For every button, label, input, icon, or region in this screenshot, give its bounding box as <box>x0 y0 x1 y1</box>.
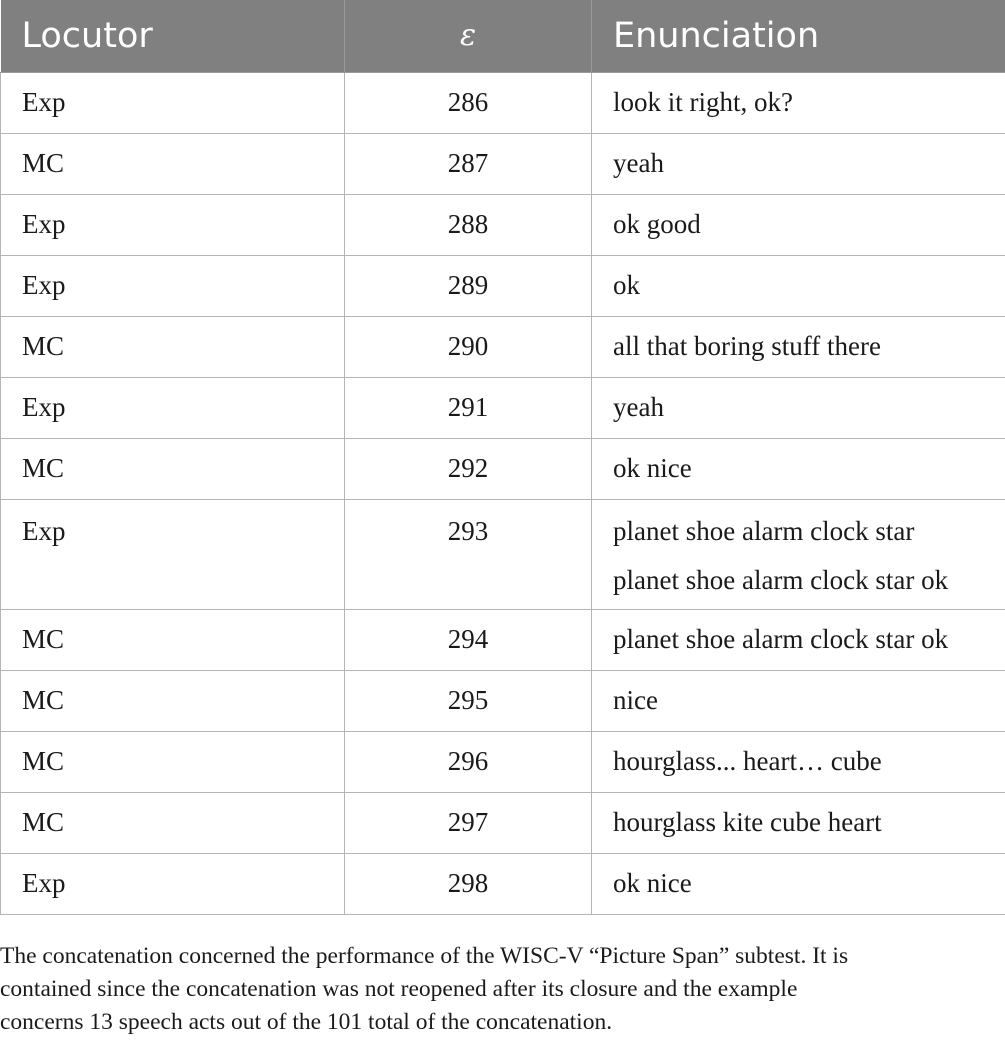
table-row <box>1 609 1005 670</box>
enunciation-line: nice <box>613 685 658 715</box>
table-row <box>1 72 1005 133</box>
cell-enunciation <box>592 316 1005 377</box>
cell-locutor: MC <box>1 133 345 194</box>
table-row <box>1 853 1005 914</box>
cell-epsilon: 286 <box>345 72 592 133</box>
enunciation-line: planet shoe alarm clock star <box>613 515 915 546</box>
table-header-row <box>1 0 1005 72</box>
enunciation-line: look it right, ok? <box>613 87 793 117</box>
enunciation-line: yeah <box>613 148 664 178</box>
footnote-line: The concatenation concerned the performance of the WISC-V “Picture Span” subtest. It is <box>0 943 849 969</box>
cell-locutor: MC <box>1 316 345 377</box>
cell-enunciation <box>592 731 1005 792</box>
cell-epsilon: 288 <box>345 194 592 255</box>
cell-enunciation <box>592 609 1005 670</box>
enunciation-line: ok <box>613 270 640 300</box>
table-row <box>1 133 1005 194</box>
enunciation-line: ok nice <box>613 453 692 483</box>
cell-epsilon: 294 <box>345 609 592 670</box>
cell-epsilon: 298 <box>345 853 592 914</box>
table-row <box>1 670 1005 731</box>
table-row <box>1 255 1005 316</box>
enunciation-line: all that boring stuff there <box>613 331 881 361</box>
cell-locutor: MC <box>1 731 345 792</box>
header-enunciation: Enunciation <box>592 0 1005 72</box>
cell-enunciation <box>592 255 1005 316</box>
cell-enunciation <box>592 438 1005 499</box>
cell-epsilon: 290 <box>345 316 592 377</box>
cell-epsilon: 293 <box>345 499 592 609</box>
cell-enunciation <box>592 499 1005 609</box>
cell-epsilon: 287 <box>345 133 592 194</box>
enunciation-line: planet shoe alarm clock star ok <box>613 564 949 595</box>
table-row <box>1 377 1005 438</box>
cell-locutor: Exp <box>1 194 345 255</box>
table-row <box>1 499 1005 609</box>
cell-enunciation <box>592 853 1005 914</box>
cell-enunciation <box>592 133 1005 194</box>
cell-locutor: Exp <box>1 499 345 609</box>
cell-locutor: Exp <box>1 72 345 133</box>
cell-locutor: MC <box>1 670 345 731</box>
header-epsilon: ε <box>345 0 592 72</box>
table-row <box>1 792 1005 853</box>
cell-locutor: Exp <box>1 853 345 914</box>
enunciation-line: ok nice <box>613 868 692 898</box>
cell-epsilon: 297 <box>345 792 592 853</box>
enunciation-line: ok good <box>613 209 701 239</box>
cell-epsilon: 289 <box>345 255 592 316</box>
cell-locutor: Exp <box>1 255 345 316</box>
cell-locutor: MC <box>1 792 345 853</box>
cell-locutor: MC <box>1 438 345 499</box>
table-body <box>1 72 1005 914</box>
enunciation-line: yeah <box>613 392 664 422</box>
cell-enunciation <box>592 194 1005 255</box>
cell-epsilon: 295 <box>345 670 592 731</box>
table-footnote <box>0 940 1000 1039</box>
enunciation-line: hourglass kite cube heart <box>613 807 882 837</box>
cell-enunciation <box>592 670 1005 731</box>
cell-enunciation <box>592 377 1005 438</box>
cell-locutor: MC <box>1 609 345 670</box>
cell-epsilon: 292 <box>345 438 592 499</box>
footnote-line: concerns 13 speech acts out of the 101 total of the concatenation. <box>0 1009 613 1035</box>
table-row <box>1 194 1005 255</box>
cell-enunciation <box>592 72 1005 133</box>
cell-epsilon: 291 <box>345 377 592 438</box>
cell-epsilon: 296 <box>345 731 592 792</box>
header-locutor: Locutor <box>1 0 345 72</box>
enunciation-line: planet shoe alarm clock star ok <box>613 624 949 654</box>
table-row <box>1 731 1005 792</box>
footnote-line: contained since the concatenation was not reopened after its closure and the example <box>0 976 798 1002</box>
cell-locutor: Exp <box>1 377 345 438</box>
table-row <box>1 438 1005 499</box>
table-row <box>1 316 1005 377</box>
enunciation-line: hourglass... heart… cube <box>613 746 882 776</box>
cell-enunciation <box>592 792 1005 853</box>
